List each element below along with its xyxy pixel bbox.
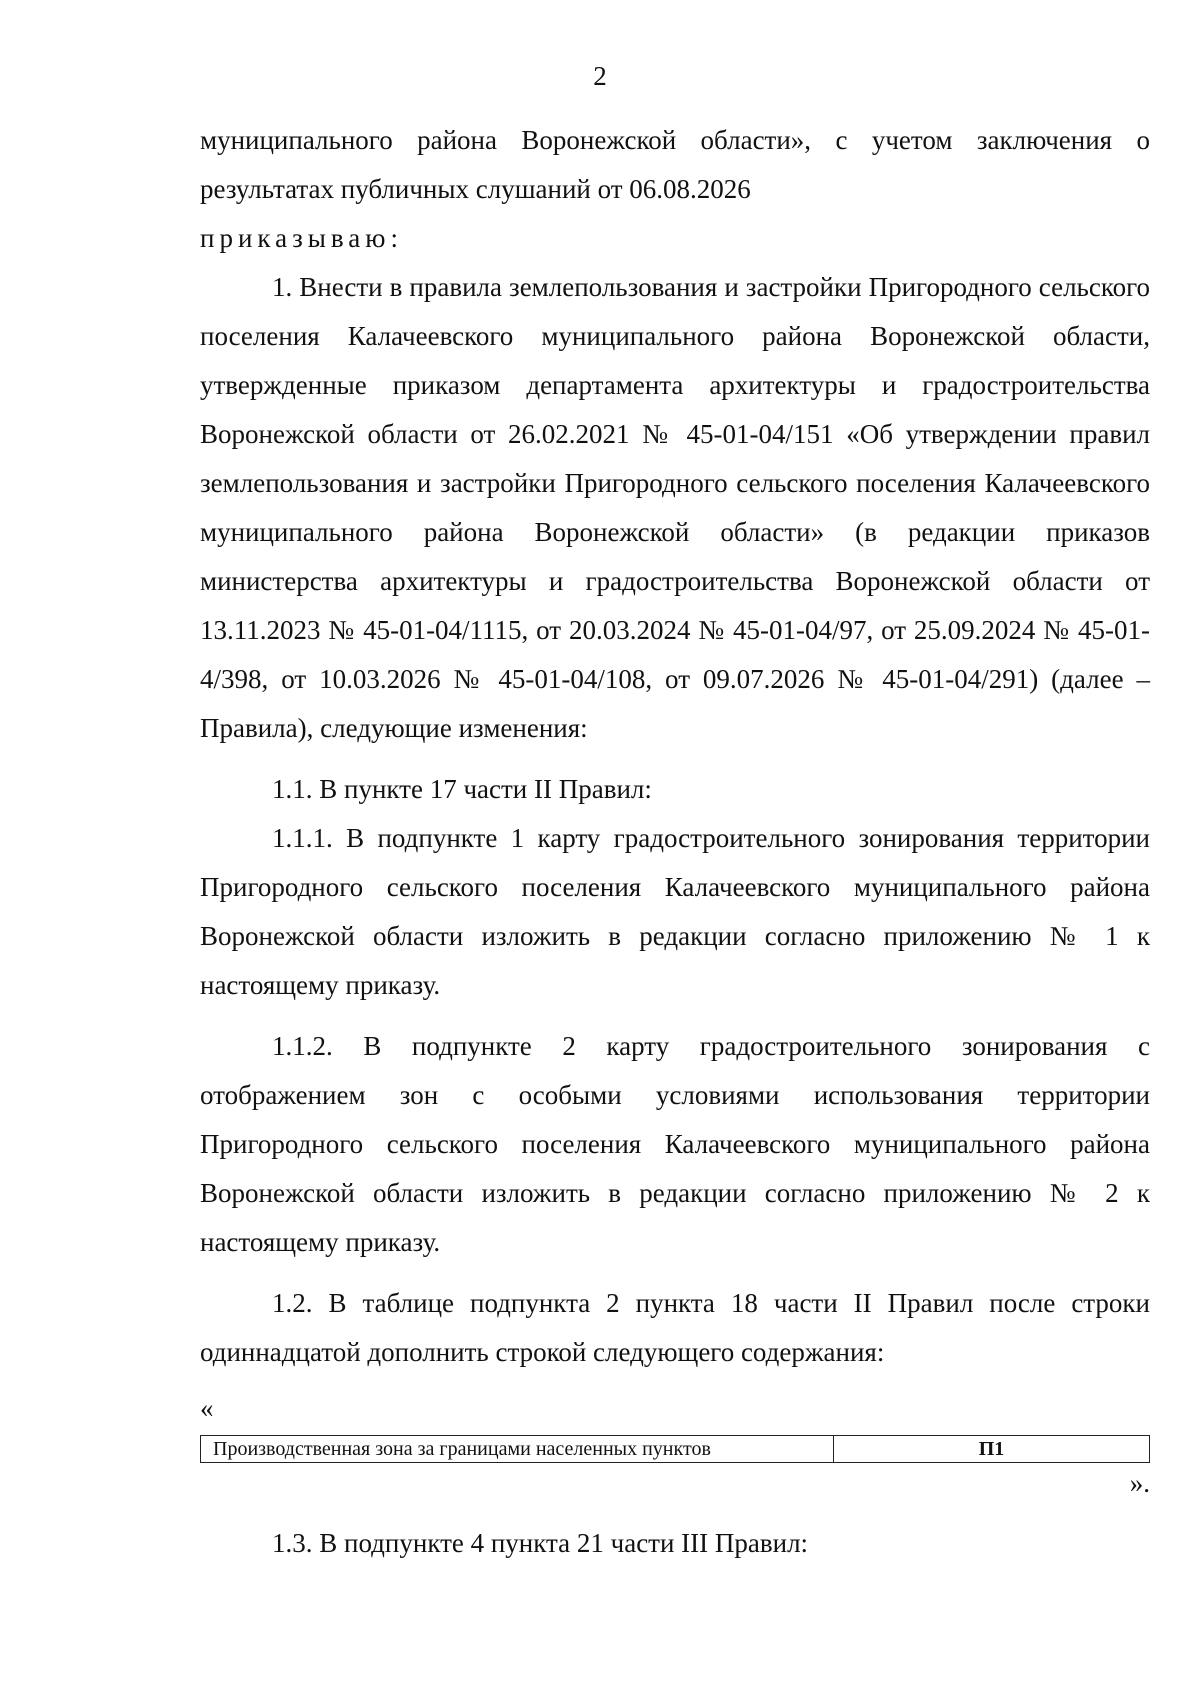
paragraph-item-1-1-1: 1.1.1. В подпункте 1 карту градостроительного зонирования территории Пригородного сельского поселения Калачеевского муниципального района Воронежской области изложить в редакции согласно приложению № 1 к настоящему приказу. <box>200 823 1150 1000</box>
paragraph-item-1-3: 1.3. В подпункте 4 пункта 21 части III Правил: <box>272 1528 809 1558</box>
document-body <box>200 116 1150 1568</box>
zone-name-cell: Производственная зона за границами населенных пунктов <box>201 1436 834 1463</box>
quote-open-mark: « <box>200 1393 214 1423</box>
paragraph-item-1-1: 1.1. В пункте 17 части II Правил: <box>272 774 652 804</box>
order-word: приказываю: <box>200 223 403 253</box>
table-row <box>201 1436 1150 1463</box>
paragraph-item-1: 1. Внести в правила землепользования и застройки Пригородного сельского поселения Калачеевского муниципального района Воронежской области, утвержденные приказом департамента архитектуры и градостроительства Воронежской области от 26.02.2021 № 45-01-04/151 «Об утверждении правил землепользования и застройки Пригородного сельского поселения Калачеевского муниципального района Воронежской области» (в редакции приказов министерства архитектуры и градостроительства Воронежской области от 13.11.2023 № 45-01-04/1115, от 20.03.2024 № 45-01-04/97, от 25.09.2024 № 45-01-4/398, от 10.03.2026 № 45-01-04/108, от 09.07.2026 № 45-01-04/291) (далее – Правила), следующие изменения: <box>200 272 1150 743</box>
paragraph-item-1-1-2: 1.1.2. В подпункте 2 карту градостроительного зонирования с отображением зон с особыми условиями использования территории Пригородного сельского поселения Калачеевского муниципального района Воронежской области изложить в редакции согласно приложению № 2 к настоящему приказу. <box>200 1031 1150 1257</box>
paragraph-item-1-2: 1.2. В таблице подпункта 2 пункта 18 части II Правил после строки одиннадцатой дополнить строкой следующего содержания: <box>200 1288 1150 1367</box>
page-number: 2 <box>593 61 607 91</box>
zone-table <box>200 1435 1150 1463</box>
quote-close-mark: ». <box>1129 1468 1150 1498</box>
paragraph-continuation: муниципального района Воронежской области», с учетом заключения о результатах публичных слушаний от 06.08.2026 <box>200 125 1150 204</box>
zone-code-cell: П1 <box>834 1436 1150 1463</box>
